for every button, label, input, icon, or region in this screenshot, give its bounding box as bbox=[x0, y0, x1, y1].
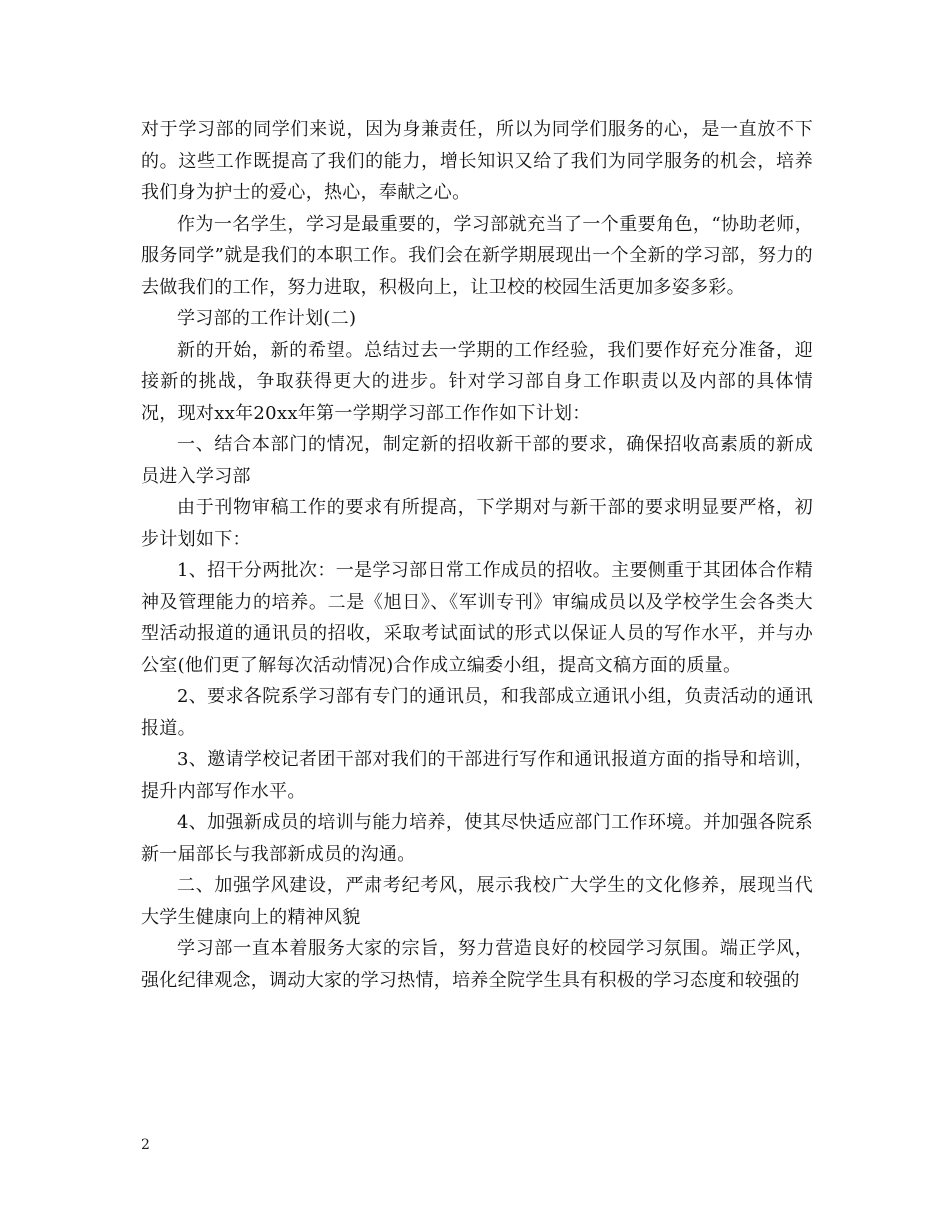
page-number: 2 bbox=[141, 1137, 150, 1153]
paragraph: 作为一名学生，学习是最重要的，学习部就充当了一个重要角色，“协助老师，服务同学”就是我们的本职工作。我们会在新学期展现出一个全新的学习部，努力的去做我们的工作，努力进取，积极向上，让卫校的校园生活更加多姿多彩。 bbox=[141, 213, 813, 298]
section-heading: 学习部的工作计划(二) bbox=[177, 308, 357, 329]
list-item: 1、招干分两批次：一是学习部日常工作成员的招收。主要侧重于其团体合作精神及管理能力的培养。二是《旭日》、《军训专刊》审编成员以及学校学生会各类大型活动报道的通讯员的招收，采取考试面试的形式以保证人员的写作水平，并与办公室(他们更了解每次活动情况)合作成立编委小组，提高文稿方面的质量。 bbox=[141, 560, 813, 676]
paragraph: 由于刊物审稿工作的要求有所提高，下学期对与新干部的要求明显要严格，初步计划如下： bbox=[141, 497, 813, 550]
paragraph: 新的开始，新的希望。总结过去一学期的工作经验，我们要作好充分准备，迎接新的挑战，争取获得更大的进步。针对学习部自身工作职责以及内部的具体情况，现对xx年20xx年第一学期学习部工作作如下计划： bbox=[141, 339, 813, 424]
list-heading: 二、加强学风建设，严肃考纪考风，展示我校广大学生的文化修养，展现当代大学生健康向上的精神风貌 bbox=[141, 875, 813, 928]
list-item: 2、要求各院系学习部有专门的通讯员，和我部成立通讯小组，负责活动的通讯报道。 bbox=[141, 686, 813, 739]
paragraph: 对于学习部的同学们来说，因为身兼责任，所以为同学们服务的心，是一直放不下的。这些工作既提高了我们的能力，增长知识又给了我们为同学服务的机会，培养我们身为护士的爱心，热心，奉献之心。 bbox=[141, 119, 813, 203]
paragraph: 学习部一直本着服务大家的宗旨，努力营造良好的校园学习氛围。端正学风，强化纪律观念，调动大家的学习热情，培养全院学生具有积极的学习态度和较强的 bbox=[141, 938, 813, 991]
list-item: 4、加强新成员的培训与能力培养，使其尽快适应部门工作环境。并加强各院系新一届部长与我部新成员的沟通。 bbox=[141, 812, 813, 865]
list-heading: 一、结合本部门的情况，制定新的招收新干部的要求，确保招收高素质的新成员进入学习部 bbox=[141, 434, 813, 487]
document-body bbox=[141, 114, 813, 996]
list-item: 3、邀请学校记者团干部对我们的干部进行写作和通讯报道方面的指导和培训，提升内部写作水平。 bbox=[141, 749, 813, 802]
